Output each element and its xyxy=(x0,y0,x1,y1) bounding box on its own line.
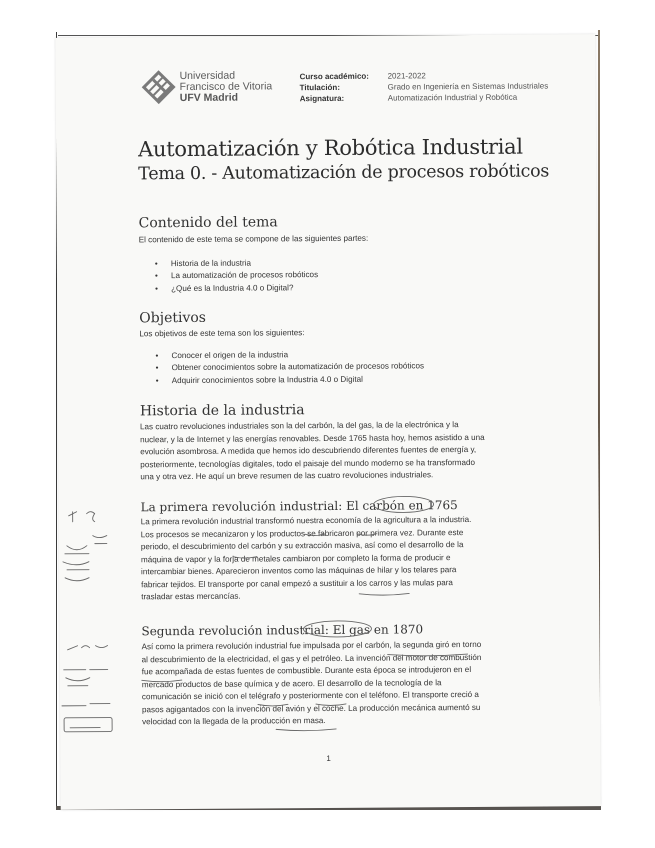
document-subtitle: Tema 0. - Automatización de procesos robóticos xyxy=(138,161,550,185)
university-line-2: Francisco de Vitoria xyxy=(179,80,273,94)
university-name xyxy=(180,70,273,104)
page-number: 1 xyxy=(326,753,331,764)
text-line: Así como la primera revolución industrial fue impulsada por el carbón, la segunda giró en torno xyxy=(141,639,482,652)
ufv-logo-icon xyxy=(142,70,176,104)
contenido-list xyxy=(139,257,318,295)
heading-historia: Historia de la industria xyxy=(139,402,305,420)
text-line: fue acompañada de estas fuentes de combustible. Durante esta época se introdujeron en el xyxy=(141,665,472,677)
university-line-1: Universidad xyxy=(179,69,236,83)
objetivos-list xyxy=(139,348,424,387)
list-item: • Obtener conocimientos sobre la automatización de procesos robóticos xyxy=(172,361,424,375)
text-line: Los procesos se mecanizaron y los productos se fabricaron por primera vez. Durante este xyxy=(140,527,464,539)
text-line: velocidad con la llegada de la producción en masa. xyxy=(142,716,326,727)
text-line: máquina de vapor y la forja de metales cambiaron por completo la forma de producir e xyxy=(140,552,451,564)
text-line: nuclear, y la de Internet y las energías renovables. Desde 1765 hasta hoy, hemos asistido a una xyxy=(140,432,485,444)
heading-objetivos: Objetivos xyxy=(139,309,207,327)
segunda-paragraph xyxy=(142,638,571,728)
meta-key: Asignatura: xyxy=(299,93,345,104)
list-item: • ¿Qué es la Industria 4.0 o Digital? xyxy=(171,282,318,295)
text-line: periodo, el descubrimiento del carbón y su extracción masiva, así como el desarrollo de la xyxy=(140,540,464,552)
objetivos-intro: Los objetivos de este tema son los siguientes: xyxy=(139,328,305,339)
meta-key: Titulación: xyxy=(299,82,340,93)
text-line: trasladar estas mercancías. xyxy=(141,591,241,602)
list-item: • La automatización de procesos robóticos xyxy=(171,269,318,282)
text-line: posteriormente, tecnologías digitales, todo el paisaje del mundo moderno se ha transformado xyxy=(140,457,476,469)
text-line: evolución asombrosa. A medida que hemos ido descubriendo diferentes fuentes de energía y, xyxy=(140,444,477,457)
meta-row-asignatura xyxy=(300,91,549,104)
meta-value: Grado en Ingeniería en Sistemas Industriales xyxy=(387,81,549,92)
contenido-intro: El contenido de este tema se compone de las siguientes partes: xyxy=(138,233,369,245)
heading-segunda-revolucion: Segunda revolución industrial: El gas en 1870 xyxy=(141,622,424,639)
text-line: La primera revolución industrial transformó nuestra economía de la agricultura a la industria. xyxy=(140,515,472,527)
document-page xyxy=(55,34,600,810)
text-line: intercambiar bienes. Aparecieron inventos como las máquinas de hilar y los telares para xyxy=(141,565,457,577)
text-line: mercado productos de base química y de acero. El desarrollo de la tecnología de la xyxy=(141,677,442,689)
text-line: fabricar tejidos. El transporte por canal empezó a sustituir a los carros y las mulas para xyxy=(141,577,453,589)
list-item: • Historia de la industria xyxy=(171,257,318,270)
course-meta xyxy=(300,69,549,104)
list-item: • Adquirir conocimientos sobre la Industria 4.0 o Digital xyxy=(172,373,424,387)
text-line: al descubrimiento de la electricidad, el gas y el petróleo. La invención del motor de combustión xyxy=(141,652,482,664)
university-short: UFV Madrid xyxy=(179,91,239,105)
meta-value: 2021-2022 xyxy=(387,71,426,81)
text-line: Las cuatro revoluciones industriales son la del carbón, la del gas, la de la electrónica y la xyxy=(139,420,459,432)
historia-paragraph xyxy=(140,418,568,483)
document-title: Automatización y Robótica Industrial xyxy=(138,134,523,162)
meta-value: Automatización Industrial y Robótica xyxy=(387,92,518,103)
heading-contenido: Contenido del tema xyxy=(138,214,278,232)
meta-key: Curso académico: xyxy=(299,71,369,82)
primera-paragraph xyxy=(141,513,570,603)
text-line: pasos agigantados con la invención del avión y el coche. La producción mecánica aumentó su xyxy=(141,702,481,714)
text-line: comunicación se inició con el telégrafo y posteriormente con el teléfono. El transporte creció a xyxy=(141,689,479,702)
list-item: • Conocer el origen de la industria xyxy=(171,348,423,362)
heading-primera-revolucion: La primera revolución industrial: El carbón en 1765 xyxy=(140,498,458,515)
text-line: una y otra vez. He aquí un breve resumen de las cuatro revoluciones industriales. xyxy=(140,470,434,482)
